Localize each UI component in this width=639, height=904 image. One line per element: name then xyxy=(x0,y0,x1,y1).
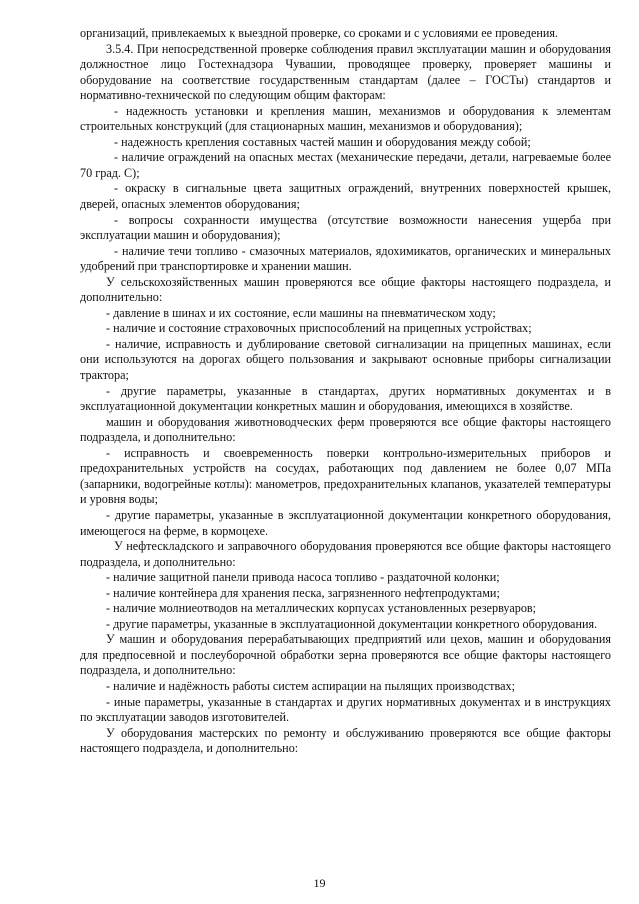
paragraph-12: - другие параметры, указанные в стандартах, других нормативных документах и в эксплуатационной документации конкретных машин и оборудования, имеющихся в хозяйстве. xyxy=(80,383,611,414)
paragraph-13: машин и оборудования животноводческих ферм проверяются все общие факторы настоящего подраздела, и дополнительно: xyxy=(80,414,611,445)
paragraph-1: 3.5.4. При непосредственной проверке соблюдения правил эксплуатации машин и оборудования должностное лицо Гостехнадзора Чувашии, проводящее проверку, проверяет машины и оборудование на соответствие государственным стандартам (далее – ГОСТы) стандартов и нормативно-технической по следующим общим факторам: xyxy=(80,41,611,103)
paragraph-19: - наличие молниеотводов на металлических корпусах установленных резервуаров; xyxy=(106,601,537,616)
paragraph-7: - наличие течи топливо - смазочных материалов, ядохимикатов, органических и минеральных удобрений при транспортировке и хранении машин. xyxy=(80,243,611,274)
paragraph-4: - наличие ограждений на опасных местах (механические передачи, детали, нагреваемые более 70 град. С); xyxy=(80,150,611,180)
page-text-body xyxy=(80,26,611,757)
paragraph-6: - вопросы сохранности имущества (отсутствие возможности нанесения ущерба при эксплуатации машин и оборудования); xyxy=(80,212,611,243)
paragraph-2: - надежность установки и крепления машин, механизмов и оборудования к элементам строительных конструкций (для стационарных машин, механизмов и оборудования); xyxy=(80,103,611,134)
paragraph-8: У сельскохозяйственных машин проверяются все общие факторы настоящего подраздела, и дополнительно: xyxy=(80,274,611,305)
paragraph-14: - исправность и своевременность поверки контрольно-измерительных приборов и предохранительных устройств на сосудах, работающих под давлением не более 0,07 МПа (запарники, водогрейные котлы): манометров, предохранительных клапанов, указателей температуры и уровня воды; xyxy=(80,445,611,507)
paragraph-0: организаций, привлекаемых к выездной проверке, со сроками и с условиями ее проведения. xyxy=(80,26,559,40)
paragraph-5: - окраску в сигнальные цвета защитных ограждений, внутренних поверхностей крышек, дверей, опасных элементов оборудования; xyxy=(80,181,611,212)
paragraph-10: - наличие и состояние страховочных приспособлений на прицепных устройствах; xyxy=(106,321,532,336)
paragraph-3: - надежность крепления составных частей машин и оборудования между собой; xyxy=(114,134,531,149)
paragraph-9: - давление в шинах и их состояние, если машины на пневматическом ходу; xyxy=(106,305,496,320)
paragraph-17: - наличие защитной панели привода насоса топливо - раздаточной колонки; xyxy=(106,570,500,585)
paragraph-16: У нефтескладского и заправочного оборудования проверяются все общие факторы настоящего подраздела, и дополнительно: xyxy=(80,539,611,569)
paragraph-15: - другие параметры, указанные в эксплуатационной документации конкретного оборудования, имеющегося на ферме, в кормоцехе. xyxy=(80,507,611,538)
page-number: 19 xyxy=(313,876,326,890)
paragraph-20: - другие параметры, указанные в эксплуатационной документации конкретного оборудования. xyxy=(106,616,598,631)
paragraph-21: У машин и оборудования перерабатывающих предприятий или цехов, машин и оборудования для предпосевной и послеуборочной обработки зерна проверяются все общие факторы настоящего подраздела, и дополнительно: xyxy=(80,632,611,678)
paragraph-23: - иные параметры, указанные в стандартах и других нормативных документах и в инструкциях по эксплуатации заводов изготовителей. xyxy=(80,694,611,725)
paragraph-11: - наличие, исправность и дублирование световой сигнализации на прицепных машинах, если они используются на дорогах общего пользования и закрывают основные приборы сигнализации трактора; xyxy=(80,336,611,383)
paragraph-24: У оборудования мастерских по ремонту и обслуживанию проверяются все общие факторы настоящего подраздела, и дополнительно: xyxy=(80,725,611,756)
paragraph-18: - наличие контейнера для хранения песка, загрязненного нефтепродуктами; xyxy=(106,585,500,600)
paragraph-22: - наличие и надёжность работы систем аспирации на пылящих производствах; xyxy=(106,678,515,693)
